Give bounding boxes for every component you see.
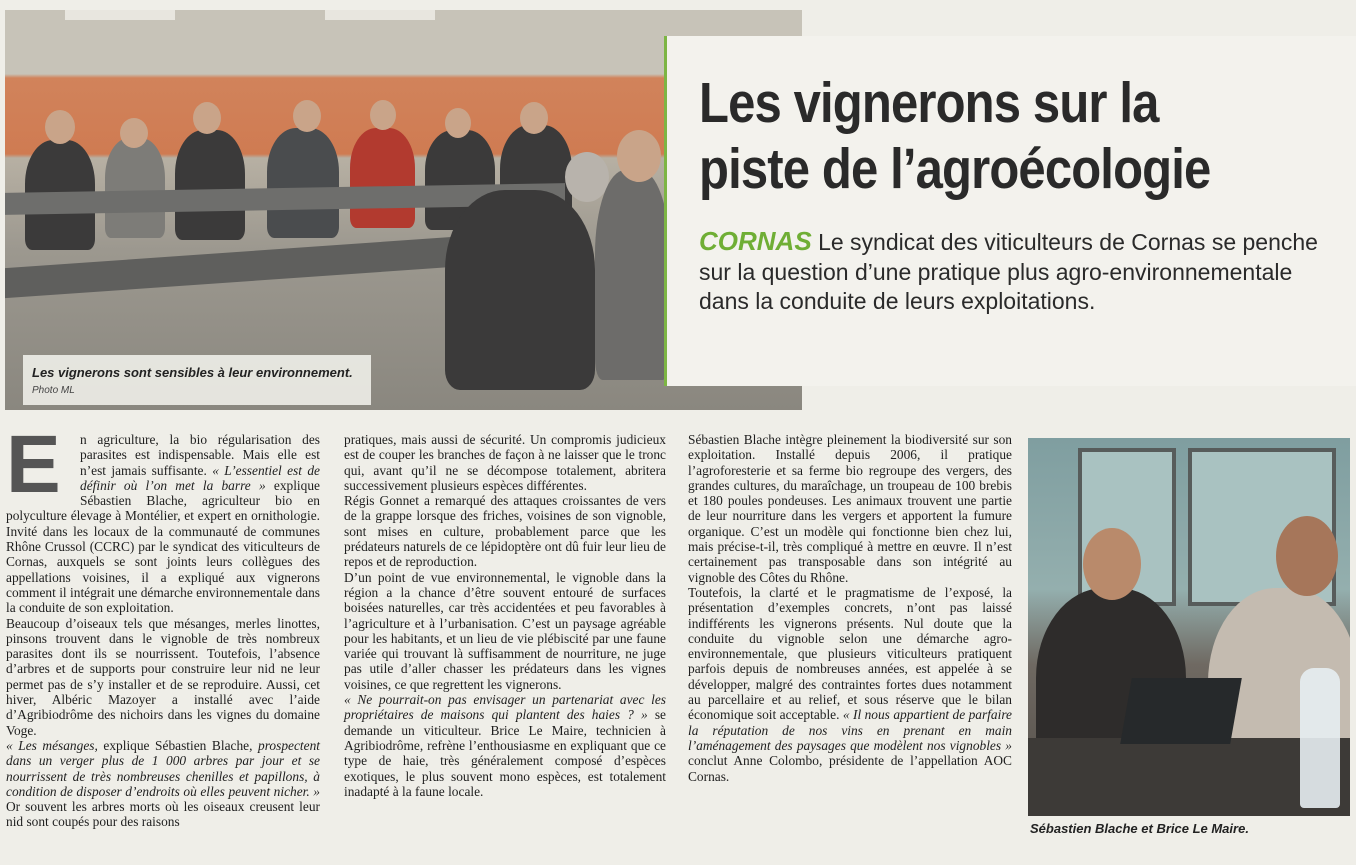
paragraph: Régis Gonnet a remarqué des attaques croissantes de vers de la grappe lorsque des friches, voisines de son vignoble, sont mises en culture, probablement parce que les prédateurs naturels de ce lépidoptère ont dû fuir leur lieu de repos et de reproduction. xyxy=(344,493,666,570)
paragraph xyxy=(6,738,320,830)
standfirst-text: Le syndicat des viticulteurs de Cornas se penche sur la question d’une pratique plus agro-environnementale dans la conduite de leurs exploitations. xyxy=(699,229,1318,314)
text: se demande un viticulteur. Brice Le Maire, technicien à Agribiodrôme, refrène l’enthousiasme en expliquant que ce type de haie, très généralement composé d’espèces exotiques, le plus souvent mono espèces, est totalement inadapté à la faune locale. xyxy=(344,707,666,799)
laptop xyxy=(1120,678,1242,744)
location-tag: CORNAS xyxy=(699,226,812,256)
attendee xyxy=(267,128,339,238)
attendee-foreground xyxy=(445,190,595,390)
attendee-head xyxy=(120,118,148,148)
text: Toutefois, la clarté et le pragmatisme de l’exposé, la présentation d’exemples concrets, n’ont pas laissé indifférents les vignerons présents. Nul doute que la conduite du vignoble selon une démarche agro-environnementale, que plusieurs viticulteurs pratiquent parfois depuis de nombreuses années, est appelée à se développer, malgré des contraintes fortes dues notamment au parcellaire et au relief, et sous réserve que le bilan économique soit acceptable. xyxy=(688,584,1012,723)
text: n agriculture, la bio régularisation des parasites est indispensable. Mais elle est n’est jamais suffisante. xyxy=(80,432,320,478)
water-bottle xyxy=(1300,668,1340,808)
attendee xyxy=(105,138,165,238)
headline-panel xyxy=(664,36,1356,386)
paragraph: D’un point de vue environnemental, le vignoble dans la région a la chance d’être souvent entouré de surfaces boisées naturelles, car très accidentées et peu favorables à l’agriculture et à l’urbanisation. C’est un paysage agréable pour les habitants, et un lieu de vie plébiscité par une faune variée qui trouvant là suffisamment de nourriture, ne juge pas utile d’aller chasser les prédateurs dans les vignes voisines, ce que regrettent les vignerons. xyxy=(344,569,666,692)
article-column-1 xyxy=(6,419,320,830)
person-right-head xyxy=(1276,516,1338,596)
ceiling-light xyxy=(325,10,435,20)
attendee-foreground xyxy=(595,170,670,380)
text: explique Sébastien Blache, agriculteur bio en polyculture élevage à Montélier, et expert en ornithologie. Invité dans les locaux de la communauté de communes Rhône Crussol (CCRC) par le syndicat des viticulteurs de Cornas, auxquels se sont joints leurs collègues des appellations voisines, il a expliqué aux vignerons comment il intégrait une démarche environnementale dans la conduite de son exploitation. xyxy=(6,477,320,616)
photo-caption: Les vignerons sont sensibles à leur environnement. xyxy=(32,365,353,380)
article-column-3 xyxy=(688,432,1012,784)
paragraph: pratiques, mais aussi de sécurité. Un compromis judicieux est de couper les branches de façon à ne laisser que le tronc qui, avant qu’il ne se décompose totalement, abritera successivement plusieurs espèces différentes. xyxy=(344,432,666,493)
text: Or souvent les arbres morts où les oiseaux creusent leur nid sont coupés pour des raisons xyxy=(6,799,320,830)
drop-cap: E xyxy=(6,419,61,510)
photo-caption-box xyxy=(23,355,371,405)
portrait-caption: Sébastien Blache et Brice Le Maire. xyxy=(1030,821,1249,836)
ceiling-light xyxy=(65,10,175,20)
paragraph: Beaucoup d’oiseaux tels que mésanges, merles linottes, pinsons trouvent dans le vignoble de très nombreux parasites dont ils se nourrissent. Toutefois, l’absence d’arbres et de supports pour construire leur nid ne leur permet pas de s’y installer et de se reproduire. Aussi, cet hiver, Albéric Mazoyer a installé avec l’aide d’Agribiodrôme des nichoirs dans les vignes du domaine Voge. xyxy=(6,615,320,738)
quote: « Ne pourrait-on pas envisager un partenariat avec les propriétaires de maisons qui plantent des haies ? » xyxy=(344,692,666,723)
attendee-head xyxy=(445,108,471,138)
quote: « Il nous appartient de parfaire la réputation de nos vins en prenant en main l’aménagement des paysages que modèlent nos vignobles » xyxy=(688,707,1012,753)
attendee-head xyxy=(520,102,548,134)
attendee xyxy=(175,130,245,240)
quote: prospectent dans un verger plus de 1 000 arbres par jour et se nourrissent de très nombreuses chenilles et papillons, à condition de disposer d’endroits où elles peuvent nicher. » xyxy=(6,737,320,799)
attendee-head xyxy=(370,100,396,130)
text: explique Sébastien Blache, xyxy=(97,737,259,753)
attendee-head xyxy=(193,102,221,134)
portrait-photo xyxy=(1028,438,1350,816)
photo-credit: Photo ML xyxy=(32,385,75,396)
article-standfirst xyxy=(699,227,1339,317)
attendee-head xyxy=(45,110,75,144)
attendee-head xyxy=(293,100,321,132)
quote: « L’essentiel est de définir où l’on met la barre » xyxy=(80,462,320,493)
article-headline: Les vignerons sur la piste de l’agroécologie xyxy=(699,71,1211,201)
quote: « Les mésanges, xyxy=(6,737,98,753)
person-left-head xyxy=(1083,528,1141,600)
text: conclut Anne Colombo, présidente de l’appellation AOC Cornas. xyxy=(688,753,1012,784)
attendee xyxy=(350,128,415,228)
paragraph: Sébastien Blache intègre pleinement la biodiversité sur son exploitation. Installé depuis 2006, il pratique l’agroforesterie et sa ferme bio regroupe des vergers, des grandes cultures, du maraîchage, un troupeau de 100 brebis et 180 poules pondeuses. Les animaux trouvent une partie de leur nourriture dans les vergers et apportent la fumure organique. C’est un modèle qui fonctionne bien chez lui, mais précise-t-il, très compliqué à mettre en œuvre. Il n’est certainement pas transposable dans son intégrité au vignoble des Côtes du Rhône. xyxy=(688,432,1012,585)
attendee-head xyxy=(617,130,661,182)
attendee-head xyxy=(565,152,609,202)
paragraph xyxy=(688,585,1012,784)
paragraph xyxy=(344,692,666,799)
article-column-2 xyxy=(344,432,666,799)
